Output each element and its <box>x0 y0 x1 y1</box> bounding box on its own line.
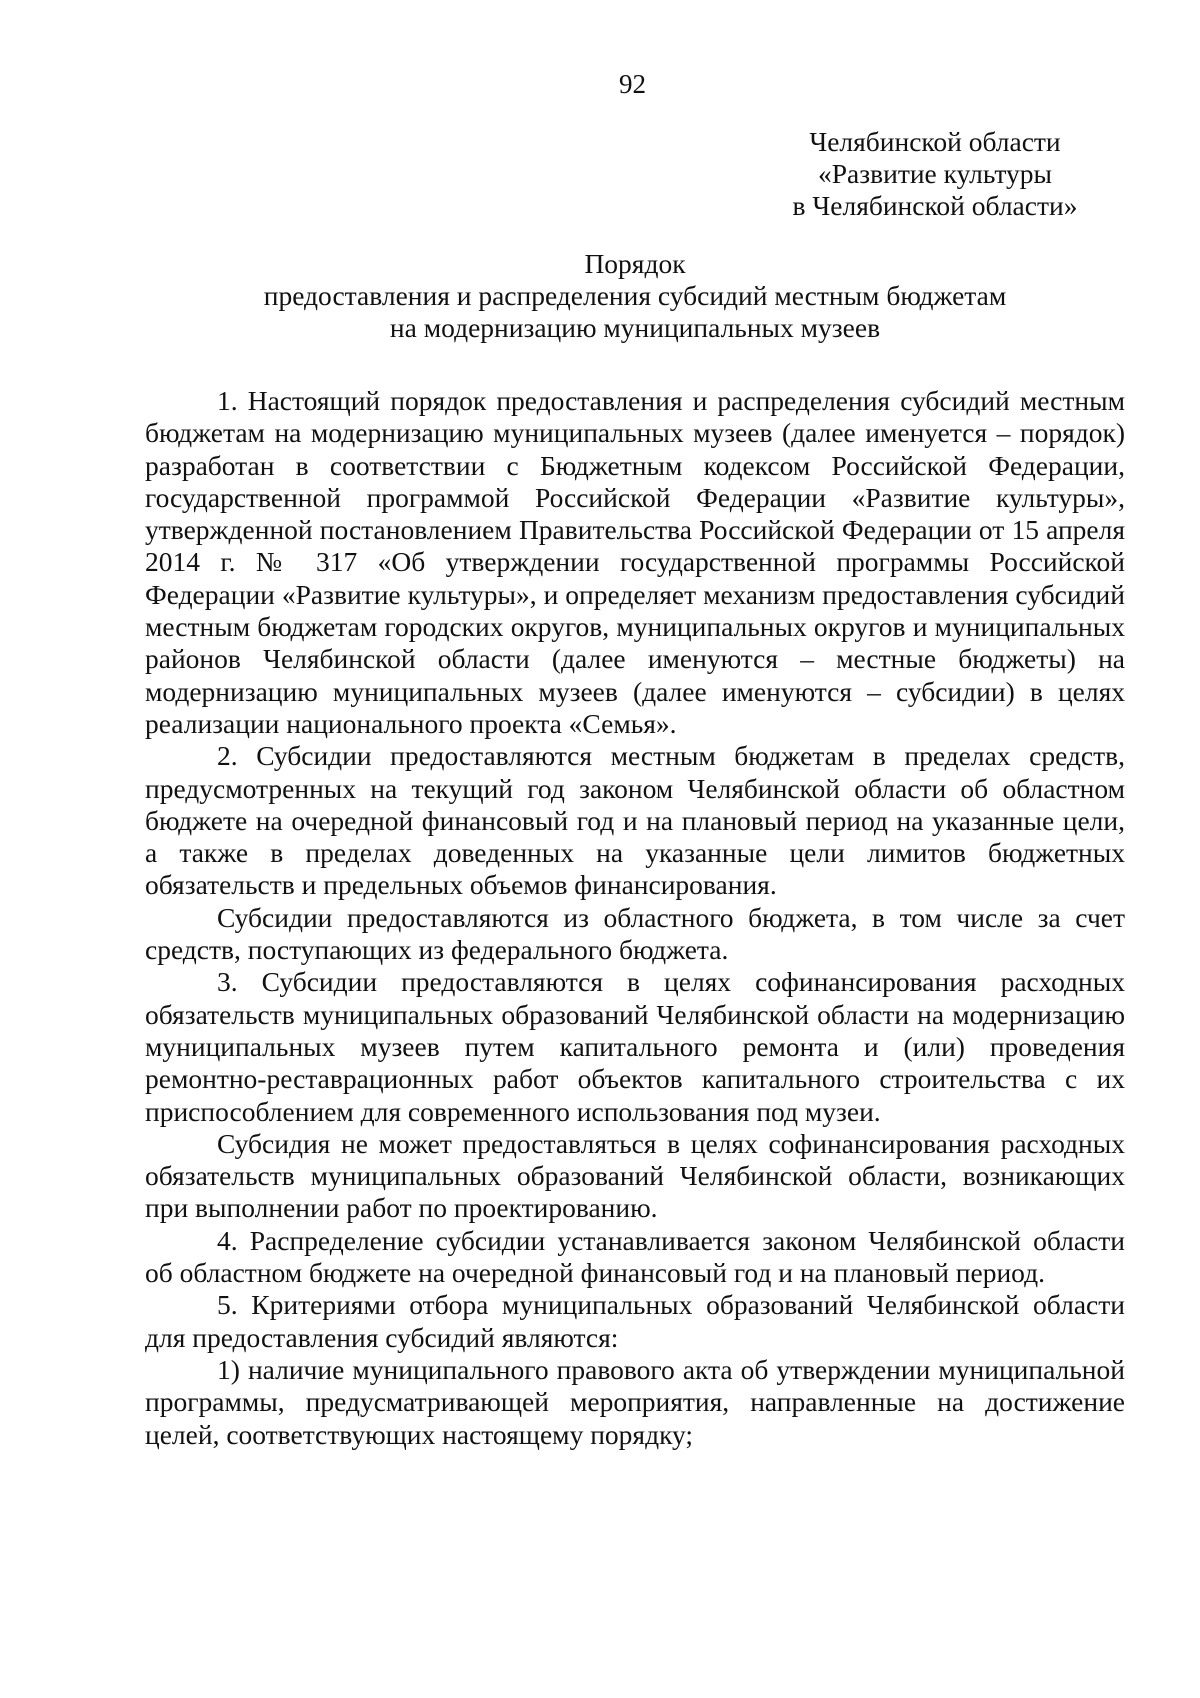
paragraph: 3. Субсидии предоставляются в целях софинансирования расходных обязательств муниципальных образований Челябинской области на модернизацию муниципальных музеев путем капитального ремонта и (или) проведения ремонтно-реставрационных работ объектов капитального строительства с их приспособлением для современного использования под музеи. <box>145 966 1125 1127</box>
paragraph: 2. Субсидии предоставляются местным бюджетам в пределах средств, предусмотренных на текущий год законом Челябинской области об областном бюджете на очередной финансовый год и на плановый период на указанные цели, а также в пределах доведенных на указанные цели лимитов бюджетных обязательств и предельных объемов финансирования. <box>145 740 1125 901</box>
paragraph: 5. Критериями отбора муниципальных образований Челябинской области для предоставления субсидий являются: <box>145 1289 1125 1353</box>
title-line: на модернизацию муниципальных музеев <box>389 312 881 343</box>
paragraph: 1. Настоящий порядок предоставления и распределения субсидий местным бюджетам на модернизацию муниципальных музеев (далее именуется – порядок) разработан в соответствии с Бюджетным кодексом Российской Федерации, государственной программой Российской Федерации «Развитие культуры», утвержденной постановлением Правительства Российской Федерации от 15 апреля 2014 г. № 317 «Об утверждении государственной программы Российской Федерации «Развитие культуры», и определяет механизм предоставления субсидий местным бюджетам городских округов, муниципальных округов и муниципальных районов Челябинской области (далее именуются – местные бюджеты) на модернизацию муниципальных музеев (далее именуются – субсидии) в целях реализации национального проекта «Семья». <box>145 385 1125 739</box>
page-number: 92 <box>619 69 646 99</box>
document-title <box>145 248 1125 344</box>
paragraph: Субсидии предоставляются из областного бюджета, в том числе за счет средств, поступающих из федерального бюджета. <box>145 901 1125 966</box>
header-line: в Челябинской области» <box>792 190 1078 221</box>
header-line: Челябинской области <box>809 126 1061 157</box>
title-line: предоставления и распределения субсидий местным бюджетам <box>263 280 1007 311</box>
title-line: Порядок <box>584 248 686 279</box>
header-line: «Развитие культуры <box>818 158 1052 189</box>
paragraph: 4. Распределение субсидии устанавливается законом Челябинской области об областном бюджете на очередной финансовый год и на плановый период. <box>145 1224 1125 1289</box>
paragraph: 1) наличие муниципального правового акта об утверждении муниципальной программы, предусматривающей мероприятия, направленные на достижение целей, соответствующих настоящему порядку; <box>145 1353 1125 1450</box>
document-body <box>145 385 1125 1451</box>
paragraph: Субсидия не может предоставляться в целях софинансирования расходных обязательств муниципальных образований Челябинской области, возникающих при выполнении работ по проектированию. <box>145 1127 1125 1224</box>
header-reference <box>770 126 1100 222</box>
